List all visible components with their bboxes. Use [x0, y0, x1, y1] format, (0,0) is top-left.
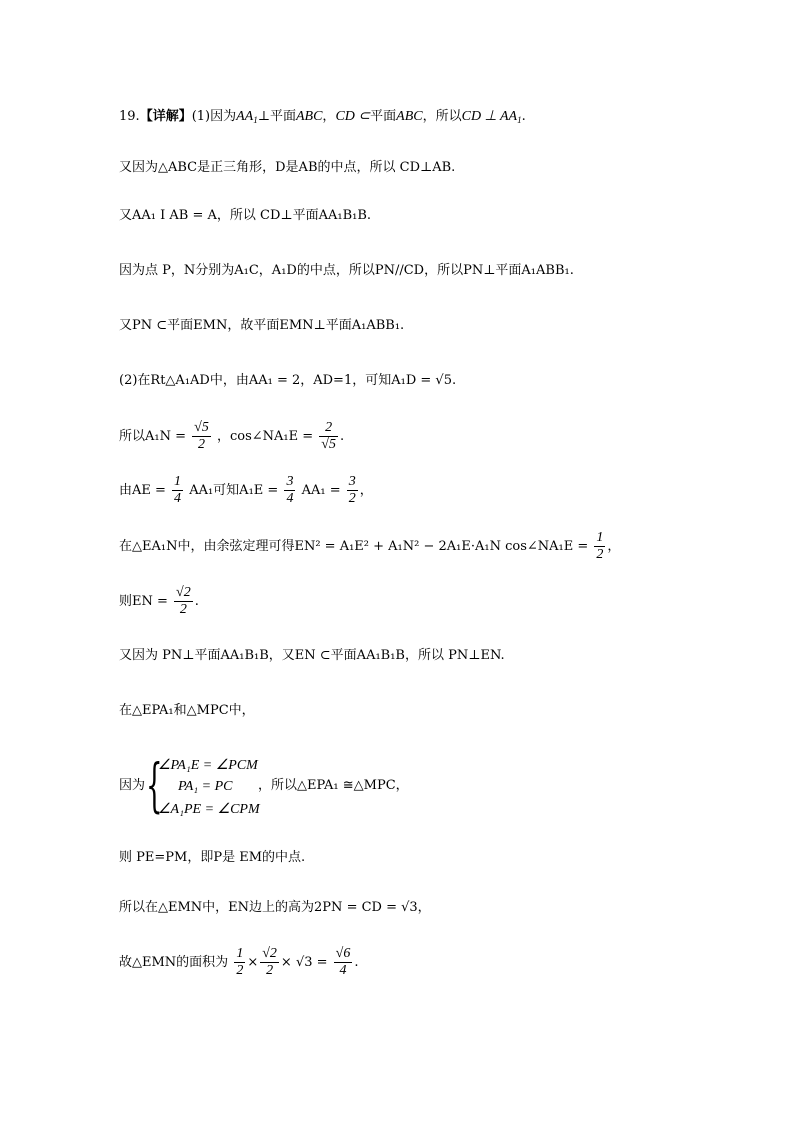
solution-line-7 — [119, 420, 344, 453]
text: ， — [359, 483, 373, 498]
solution-line-1 — [119, 110, 526, 125]
fraction: $\frac{3}{2}$ — [348, 474, 356, 506]
left-brace: { — [146, 751, 163, 819]
math: ABC — [396, 109, 423, 124]
fraction: $\frac{√2}{2}$ — [262, 946, 277, 978]
solution-line-4: 因为点 P，N分别为A₁C，A₁D的中点，所以PN//CD，所以PN⊥平面A₁ABB₁. — [119, 263, 574, 278]
text: . — [339, 429, 345, 444]
fraction: $\frac{√6}{4}$ — [335, 946, 351, 978]
fraction: $\frac{√2}{2}$ — [176, 585, 191, 617]
system-eq-1: ∠PA₁E = ∠PCM — [158, 758, 258, 773]
text: . — [354, 955, 359, 970]
system-eq-2: PA₁ = PC — [178, 779, 233, 794]
text: 由AE = — [119, 483, 166, 498]
fraction: $\frac{3}{4}$ — [286, 474, 294, 506]
text: ， — [607, 539, 621, 554]
text: 在△EA₁N中，由余弦定理可得EN² = A₁E² + A₁N² − 2A₁E·A₁N cos∠NA₁E = — [119, 539, 589, 554]
math: CD ⊥ $AA_1$ — [461, 109, 522, 125]
solution-line-13: 则 PE=PM，即P是 EM的中点. — [119, 850, 306, 865]
solution-line-15 — [119, 946, 359, 979]
system-eq-3: ∠A₁PE = ∠CPM — [158, 802, 260, 817]
fraction: $\frac{1}{4}$ — [174, 474, 182, 506]
math: $AA_1$ — [236, 109, 258, 125]
text: ⊥平面 — [257, 109, 296, 124]
text: 则EN = — [119, 594, 168, 609]
solution-line-6: (2)在Rt△A₁AD中，由AA₁ = 2，AD=1，可知A₁D = √5. — [119, 373, 457, 388]
solution-line-11: 又因为 PN⊥平面AA₁B₁B，又EN ⊂平面AA₁B₁B，所以 PN⊥EN. — [119, 648, 505, 663]
fraction: $\frac{1}{2}$ — [596, 530, 604, 562]
solution-line-9 — [119, 530, 620, 563]
text: . — [521, 109, 526, 124]
because-label: 因为 — [119, 778, 146, 793]
text: . — [194, 594, 199, 609]
solution-line-2: 又因为△ABC是正三角形，D是AB的中点，所以 CD⊥AB. — [119, 160, 456, 175]
text: 故△EMN的面积为 — [119, 955, 229, 970]
text: AA₁可知A₁E = — [189, 483, 279, 498]
text: ，cos∠NA₁E = — [216, 429, 314, 444]
text: 所以A₁N = — [119, 429, 186, 444]
congruence-conclusion: ，所以△EPA₁ ≅△MPC， — [258, 778, 409, 793]
fraction: $\frac{√5}{2}$ — [194, 420, 209, 452]
solution-line-8 — [119, 474, 373, 507]
solution-line-10 — [119, 585, 199, 618]
text: (1)因为 — [191, 109, 237, 124]
text: AA₁ = — [301, 483, 341, 498]
solution-line-3: 又AA₁ I AB = A，所以 CD⊥平面AA₁B₁B. — [119, 208, 372, 223]
math: ABC — [295, 109, 323, 124]
text: 平面 — [370, 109, 397, 124]
fraction: $\frac{1}{2}$ — [236, 946, 244, 978]
text: × — [247, 955, 259, 970]
solution-line-12: 在△EPA₁和△MPC中， — [119, 703, 255, 718]
problem-number: 19. — [119, 109, 140, 124]
text: ， — [322, 109, 336, 124]
fraction: $\frac{2}{√5}$ — [321, 420, 336, 452]
text: ，所以 — [422, 109, 462, 124]
solution-line-5: 又PN ⊂平面EMN，故平面EMN⊥平面A₁ABB₁. — [119, 318, 405, 333]
detail-label: 【详解】 — [139, 109, 192, 124]
text: × √3 = — [280, 955, 328, 970]
math: CD ⊂ — [335, 109, 371, 124]
solution-line-14: 所以在△EMN中，EN边上的高为2PN = CD = √3， — [119, 900, 431, 915]
